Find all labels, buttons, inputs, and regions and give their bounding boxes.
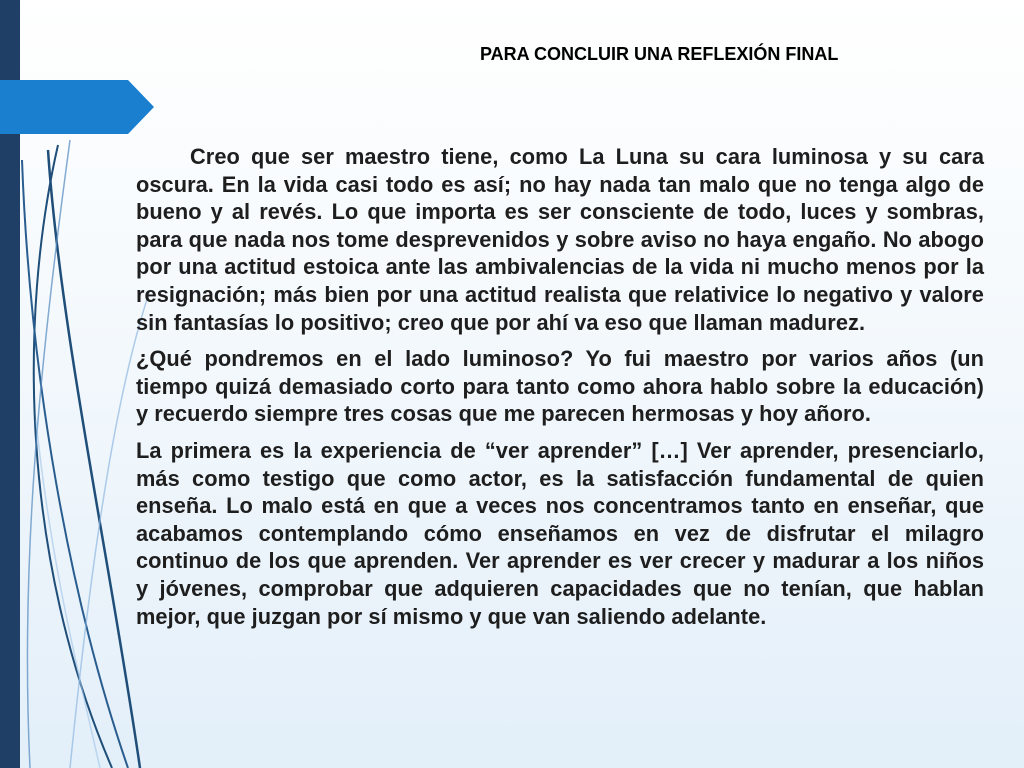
arrow-tab-icon (0, 80, 154, 134)
slide-title: PARA CONCLUIR UNA REFLEXIÓN FINAL (480, 44, 839, 64)
paragraph-2: ¿Qué pondremos en el lado luminoso? Yo fui maestro por varios años (un tiempo quizá demasiado corto para tanto como ahora hablo sobre la educación) y recuerdo siempre tres cosas que me parecen hermosas y hoy añoro. (136, 346, 984, 427)
paragraph-1: Creo que ser maestro tiene, como La Luna su cara luminosa y su cara oscura. En la vida casi todo es así; no hay nada tan malo que no tenga algo de bueno y al revés. Lo que importa es ser consciente de todo, luces y sombras, para que nada nos tome desprevenidos y sobre aviso no haya engaño. No abogo por una actitud estoica ante las ambivalencias de la vida ni mucho menos por la resignación; más bien por una actitud realista que relativice lo negativo y valore sin fantasías lo positivo; creo que por ahí va eso que llaman madurez. (136, 144, 984, 335)
paragraph-3: La primera es la experiencia de “ver aprender” […] Ver aprender, presenciarlo, más como testigo que como actor, es la satisfacción fundamental de quien enseña. Lo malo está en que a veces nos concentramos tanto en enseñar, que acabamos contemplando cómo enseñamos en vez de disfrutar el milagro continuo de los que aprenden. Ver aprender es ver crecer y madurar a los niños y jóvenes, comprobar que adquieren capacidades que no tenían, que hablan mejor, que juzgan por sí mismo y que van saliendo adelante. (136, 437, 984, 629)
slide-body (136, 143, 984, 639)
